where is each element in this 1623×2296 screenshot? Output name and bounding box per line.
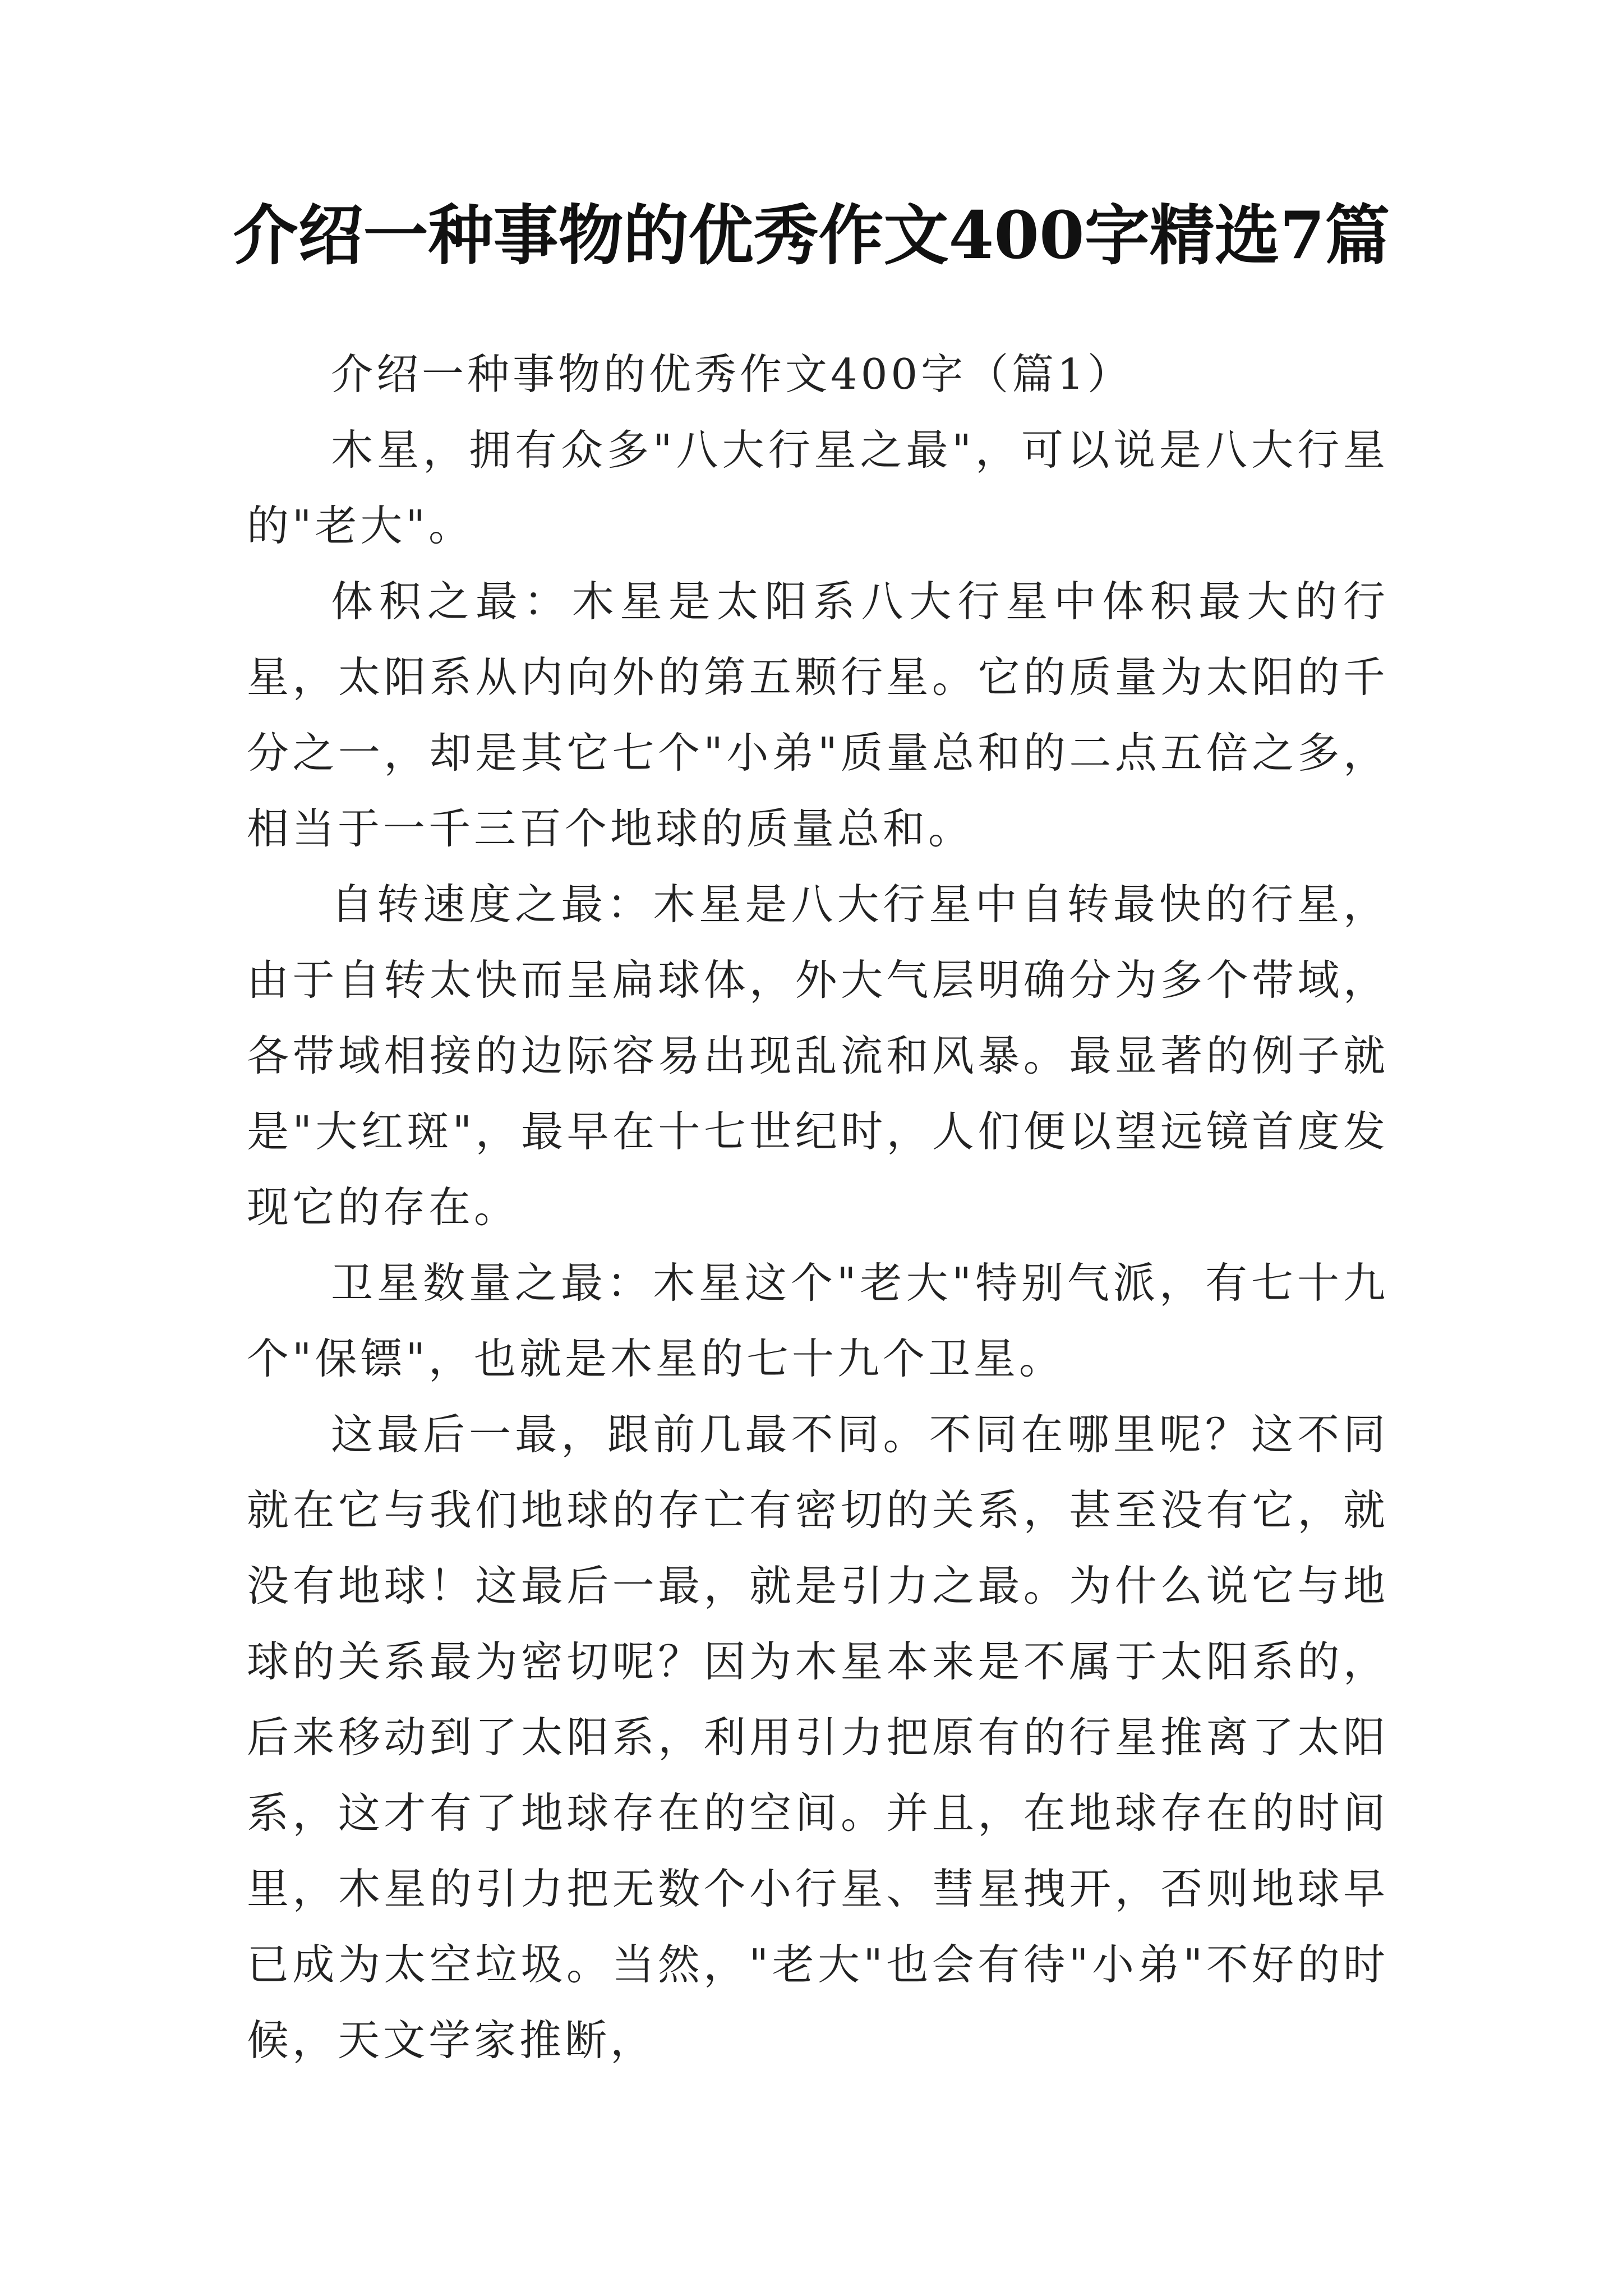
paragraph: 木星，拥有众多"八大行星之最"，可以说是八大行星的"老大"。 — [247, 425, 1389, 550]
document-body — [247, 337, 1389, 2078]
paragraph: 体积之最：木星是太阳系八大行星中体积最大的行星，太阳系从内向外的第五颗行星。它的质量为太阳的千分之一，却是其它七个"小弟"质量总和的二点五倍之多，相当于一千三百个地球的质量总和。 — [247, 577, 1389, 853]
paragraph: 这最后一最，跟前几最不同。不同在哪里呢？这不同就在它与我们地球的存亡有密切的关系，甚至没有它，就没有地球！这最后一最，就是引力之最。为什么说它与地球的关系最为密切呢？因为木星本来是不属于太阳系的，后来移动到了太阳系，利用引力把原有的行星推离了太阳系，这才有了地球存在的空间。并且，在地球存在的时间里，木星的引力把无数个小行星、彗星拽开，否则地球早已成为太空垃圾。当然，"老大"也会有待"小弟"不好的时候，天文学家推断， — [247, 1410, 1389, 2065]
paragraph: 卫星数量之最：木星这个"老大"特别气派，有七十九个"保镖"，也就是木星的七十九个卫星。 — [247, 1258, 1389, 1383]
document-title: 介绍一种事物的优秀作文400字精选7篇 — [233, 197, 1390, 274]
section-heading: 介绍一种事物的优秀作文400字（篇1） — [331, 349, 1133, 399]
paragraph: 自转速度之最：木星是八大行星中自转最快的行星，由于自转太快而呈扁球体，外大气层明确分为多个带域，各带域相接的边际容易出现乱流和风暴。最显著的例子就是"大红斑"，最早在十七世纪时，人们便以望远镜首度发现它的存在。 — [247, 880, 1389, 1232]
